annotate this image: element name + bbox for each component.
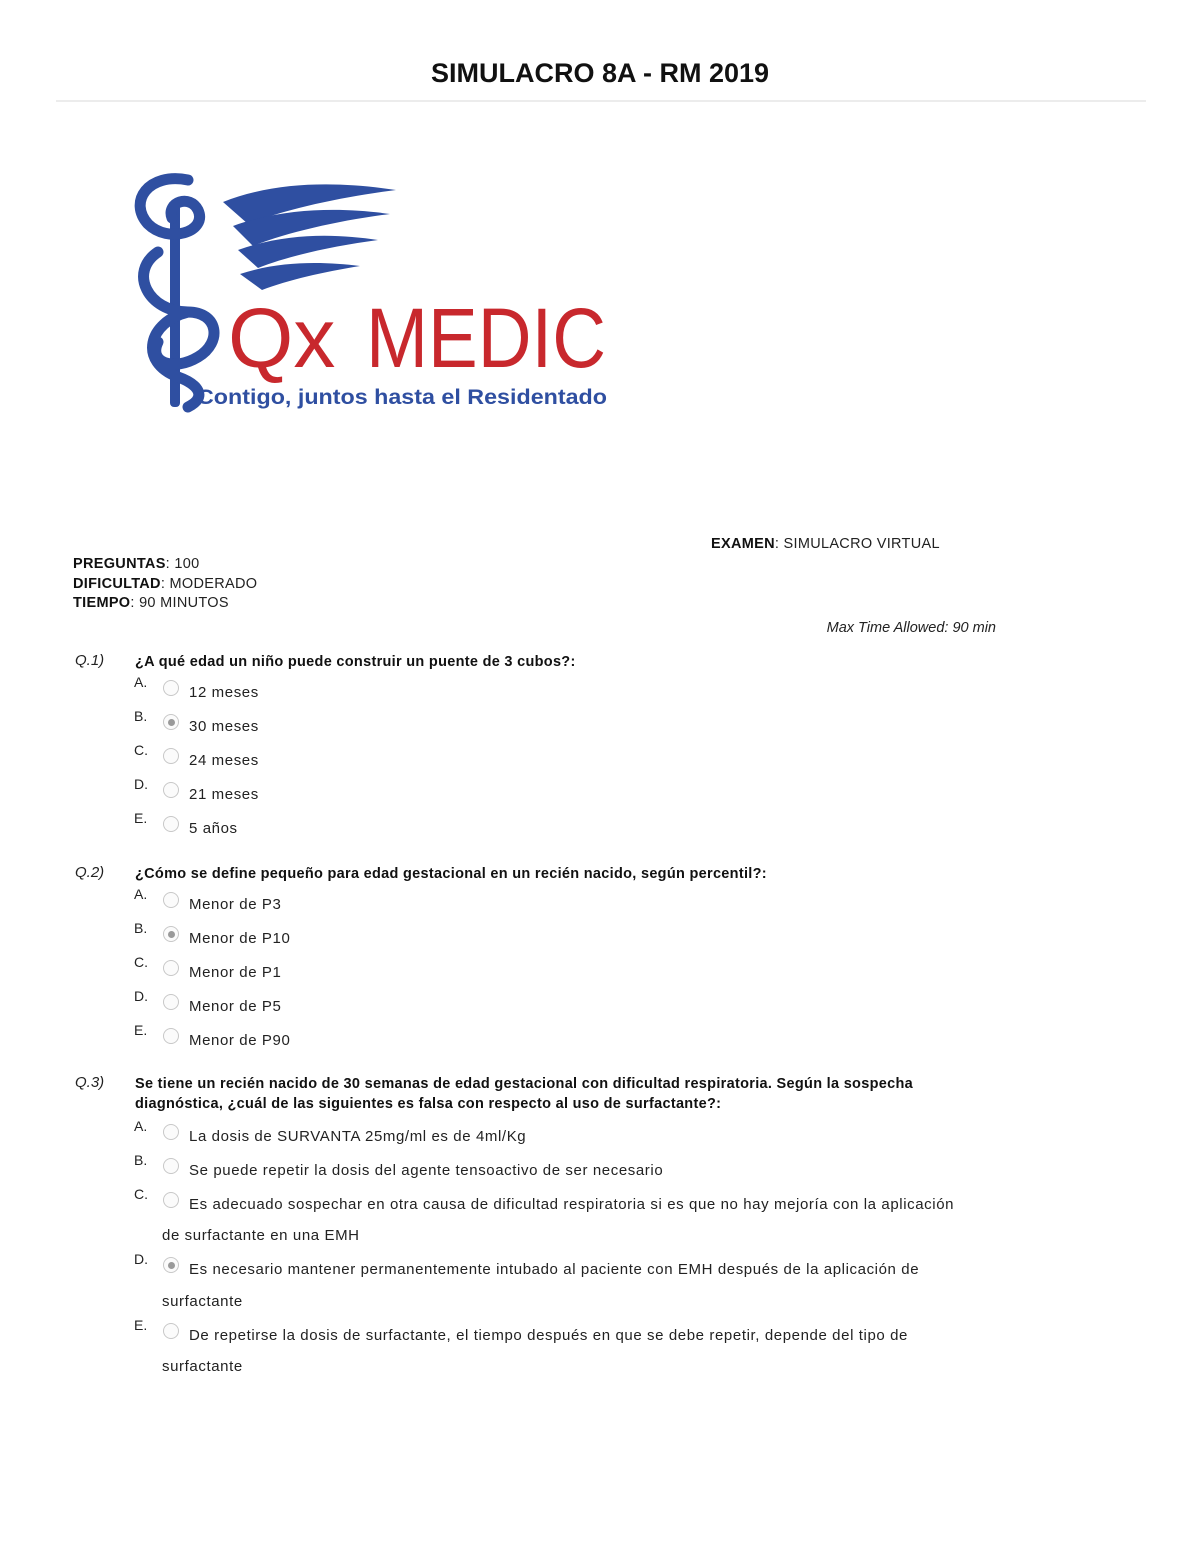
option-letter: D.: [134, 776, 148, 792]
option-letter: E.: [134, 1317, 148, 1333]
meta-preguntas: PREGUNTAS: 100: [73, 556, 200, 572]
option-text: 12 meses: [189, 684, 259, 701]
option-letter: B.: [134, 708, 148, 724]
option-letter: C.: [134, 1186, 148, 1202]
radio-button[interactable]: [163, 748, 179, 764]
option-letter: A.: [134, 1118, 148, 1134]
option-text: Menor de P5: [189, 998, 282, 1015]
option-text: 5 años: [189, 820, 238, 837]
option-letter: C.: [134, 954, 148, 970]
wing-icon: [223, 184, 396, 290]
brand-medic: MEDIC: [366, 291, 606, 385]
option-text: Menor de P10: [189, 930, 291, 947]
option-text: 21 meses: [189, 786, 259, 803]
option-text: Es necesario mantener permanentemente intubado al paciente con EMH después de la aplicación de: [189, 1261, 920, 1278]
question-number: Q.1): [75, 652, 105, 669]
question-number: Q.2): [75, 864, 105, 881]
option-text: 24 meses: [189, 752, 259, 769]
option-letter: C.: [134, 742, 148, 758]
title-divider: [56, 100, 1146, 102]
exam-type: EXAMEN: SIMULACRO VIRTUAL: [711, 536, 940, 552]
brand-tagline: Contigo, juntos hasta el Residentado: [197, 386, 607, 409]
option-text-continued: surfactante: [162, 1358, 243, 1375]
option-text: Se puede repetir la dosis del agente tensoactivo de ser necesario: [189, 1162, 664, 1179]
radio-button-selected[interactable]: [163, 926, 179, 942]
question-text: Se tiene un recién nacido de 30 semanas de edad gestacional con dificultad respiratoria. Según la sospecha diagnóstica, ¿cuál de las siguientes es falsa con respecto al uso de surfactante?:: [135, 1076, 913, 1112]
radio-button-selected[interactable]: [163, 1257, 179, 1273]
radio-button[interactable]: [163, 1028, 179, 1044]
option-text: Menor de P1: [189, 964, 282, 981]
option-text: Menor de P90: [189, 1032, 291, 1049]
radio-button[interactable]: [163, 1124, 179, 1140]
option-letter: B.: [134, 1152, 148, 1168]
option-letter: D.: [134, 988, 148, 1004]
meta-dificultad: DIFICULTAD: MODERADO: [73, 575, 258, 592]
option-letter: E.: [134, 810, 148, 826]
radio-button[interactable]: [163, 782, 179, 798]
option-text: De repetirse la dosis de surfactante, el tiempo después en que se debe repetir, depende del tipo de: [189, 1327, 909, 1344]
meta-tiempo: TIEMPO: 90 MINUTOS: [73, 595, 229, 611]
option-letter: E.: [134, 1022, 148, 1038]
radio-button[interactable]: [163, 960, 179, 976]
option-text-continued: de surfactante en una EMH: [162, 1227, 360, 1244]
qx-medic-logo: [128, 162, 628, 422]
brand-qx: Qx: [228, 291, 336, 385]
radio-button[interactable]: [163, 1158, 179, 1174]
option-letter: A.: [134, 886, 148, 902]
radio-button[interactable]: [163, 680, 179, 696]
question-number: Q.3): [75, 1074, 105, 1091]
option-text: Menor de P3: [189, 896, 282, 913]
option-text-continued: surfactante: [162, 1293, 243, 1310]
radio-button[interactable]: [163, 892, 179, 908]
question-text: ¿Cómo se define pequeño para edad gestacional en un recién nacido, según percentil?:: [135, 866, 767, 882]
radio-button[interactable]: [163, 994, 179, 1010]
radio-button-selected[interactable]: [163, 714, 179, 730]
option-letter: D.: [134, 1251, 148, 1267]
option-text: La dosis de SURVANTA 25mg/ml es de 4ml/Kg: [189, 1128, 527, 1145]
radio-button[interactable]: [163, 816, 179, 832]
exam-meta: [73, 555, 257, 614]
option-text: Es adecuado sospechar en otra causa de dificultad respiratoria si es que no hay mejoría con la aplicación: [189, 1196, 955, 1213]
radio-button[interactable]: [163, 1323, 179, 1339]
radio-button[interactable]: [163, 1192, 179, 1208]
page-title: SIMULACRO 8A - RM 2019: [430, 58, 770, 88]
option-letter: A.: [134, 674, 148, 690]
question-text: ¿A qué edad un niño puede construir un puente de 3 cubos?:: [135, 654, 576, 670]
max-time-allowed: Max Time Allowed: 90 min: [826, 620, 996, 636]
option-text: 30 meses: [189, 718, 259, 735]
option-letter: B.: [134, 920, 148, 936]
